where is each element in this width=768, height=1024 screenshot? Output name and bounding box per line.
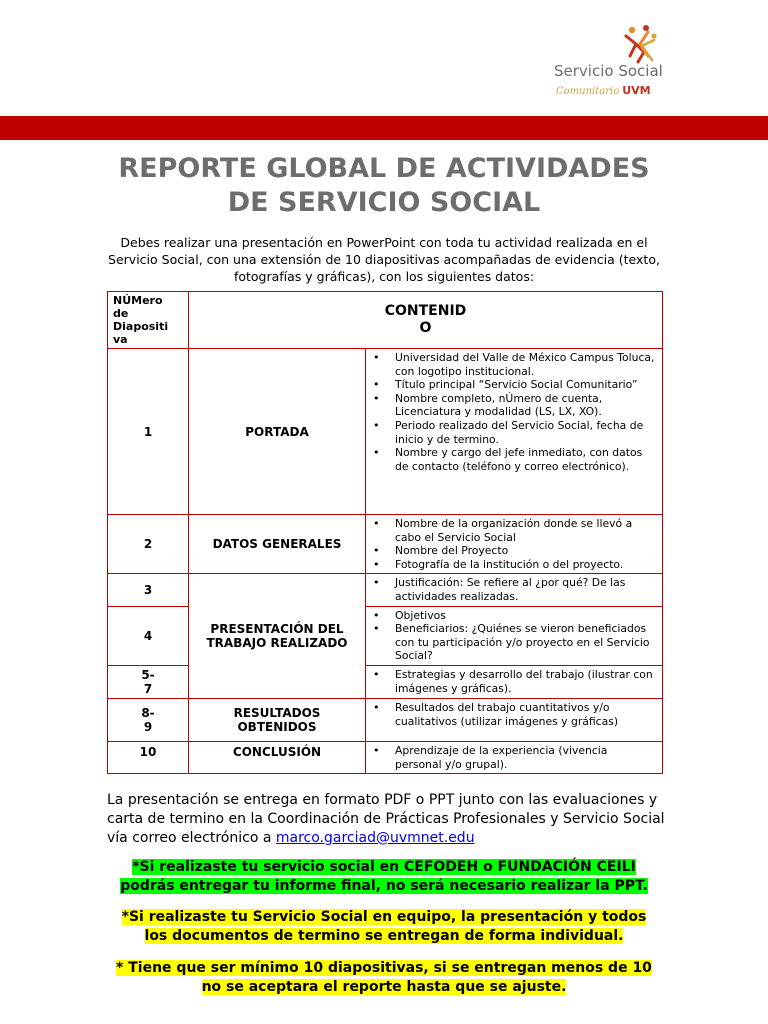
page-title [60,152,708,220]
footer-paragraph [107,791,667,848]
list-item: • Nombre y cargo del jefe inmediato, con datos de contacto (teléfono y correo electrónico). [395,446,657,473]
row-section-label: DATOS GENERALES [189,515,366,574]
row-content [366,606,663,665]
content-table [107,291,663,774]
email-link[interactable]: marco.garciad@uvmnet.edu [275,830,475,846]
list-item: • Estrategias y desarrollo del trabajo (ilustrar con imágenes y gráficas). [395,668,657,695]
title-line-1: REPORTE GLOBAL DE ACTIVIDADES [118,153,650,184]
section-label-line-2: OBTENIDOS [237,719,317,734]
header-col1-line-2: de [113,307,129,320]
bullet-list [371,609,657,663]
list-item: • Aprendizaje de la experiencia (vivencia personal y/o grupal). [395,744,657,771]
row-content [366,698,663,741]
row-number: 3 [108,574,189,606]
header-content [189,292,663,349]
header-red-bar [0,116,768,140]
note-1-line-2: podrás entregar tu informe final, no será necesario realizar la PPT. [120,878,648,894]
bullet-list [371,576,657,603]
note-3-line-1: * Tiene que ser mínimo 10 diapositivas, si se entregan menos de 10 [116,960,652,976]
list-item: • Justificación: Se refiere al ¿por qué? De las actividades realizadas. [395,576,657,603]
logo-word-uvm: UVM [622,84,651,97]
row-number [108,665,189,698]
logo-line-1 [554,62,663,80]
bullet-list [371,351,657,473]
row-number-line-1: 8- [141,705,155,720]
note-team [100,908,668,946]
logo-word-social: Social [618,62,663,80]
row-section-label [189,698,366,741]
row-number-line-2: 9 [143,719,153,734]
row-content [366,574,663,606]
table-header-row [108,292,663,349]
list-item: • Nombre del Proyecto [395,544,657,558]
header-col1-line-1: NÚMero [113,294,163,307]
table-row [108,741,663,773]
section-label-line-1: RESULTADOS [233,705,321,720]
bullet-list [371,517,657,571]
note-1-line-1: *Si realizaste tu servicio social en CEFODEH o FUNDACIÓN CEILI [132,859,636,875]
list-item: • Beneficiarios: ¿Quiénes se vieron beneficiados con tu participación y/o proyecto en el Servicio Social? [395,622,657,663]
list-item: • Fotografía de la institución o del proyecto. [395,558,657,572]
bullet-list [371,701,657,728]
logo-line-2 [556,84,651,97]
footer-text: La presentación se entrega en formato PDF o PPT junto con las evaluaciones y carta de termino en la Coordinación de Prácticas Profesionales y Servicio Social vía correo electrónico a [107,792,665,846]
uvm-servicio-social-logo [540,24,690,104]
table-row [108,574,663,606]
note-2-line-1: *Si realizaste tu Servicio Social en equipo, la presentación y todos [121,909,647,925]
note-cefodeh [100,858,668,896]
title-line-2: DE SERVICIO SOCIAL [227,187,541,218]
row-section-label [189,574,366,699]
list-item: • Objetivos [395,609,657,623]
header-slide-number [108,292,189,349]
list-item: • Nombre de la organización donde se llevó a cabo el Servicio Social [395,517,657,544]
row-number [108,698,189,741]
bullet-list [371,668,657,695]
logo-word-comunitario: Comunitario [556,86,620,97]
section-label-line-2: TRABAJO REALIZADO [206,636,348,651]
row-number: 4 [108,606,189,665]
row-section-label: CONCLUSIÓN [189,741,366,773]
row-number: 10 [108,741,189,773]
list-item: • Resultados del trabajo cuantitativos y/o cualitativos (utilizar imágenes y gráficas) [395,701,657,728]
list-item: • Título principal “Servicio Social Comunitario” [395,378,657,392]
section-label-line-1: PRESENTACIÓN DEL [210,622,344,637]
header-col2-line-2: O [419,320,432,336]
row-content [366,515,663,574]
list-item: • Universidad del Valle de México Campus Toluca, con logotipo institucional. [395,351,657,378]
row-section-label: PORTADA [189,349,366,515]
table-row [108,349,663,515]
logo-word-servicio: Servicio [554,62,614,80]
bullet-list [371,744,657,771]
row-content [366,665,663,698]
list-item: • Periodo realizado del Servicio Social, fecha de inicio y de termino. [395,419,657,446]
row-content [366,741,663,773]
note-2-line-2: los documentos de termino se entregan de forma individual. [144,928,624,944]
row-number: 1 [108,349,189,515]
header-col2-line-1: CONTENID [384,303,467,319]
people-star-icon [540,24,690,64]
intro-paragraph: Debes realizar una presentación en PowerPoint con toda tu actividad realizada en el Servicio Social, con una extensión de 10 diapositivas acompañadas de evidencia (texto, fotografías y gráficas), con los siguientes datos: [108,235,660,284]
table-row [108,515,663,574]
row-content [366,349,663,515]
note-3-line-2: no se aceptara el reporte hasta que se ajuste. [201,979,567,995]
row-number-line-2: 7 [143,681,153,696]
header-col1-line-3: Diapositi [113,320,169,333]
row-number-line-1: 5- [141,667,155,682]
table-row [108,698,663,741]
row-number: 2 [108,515,189,574]
list-item: • Nombre completo, nÚmero de cuenta, Licenciatura y modalidad (LS, LX, XO). [395,392,657,419]
header-col1-line-4: va [113,333,128,346]
note-minimum-slides [100,959,668,997]
